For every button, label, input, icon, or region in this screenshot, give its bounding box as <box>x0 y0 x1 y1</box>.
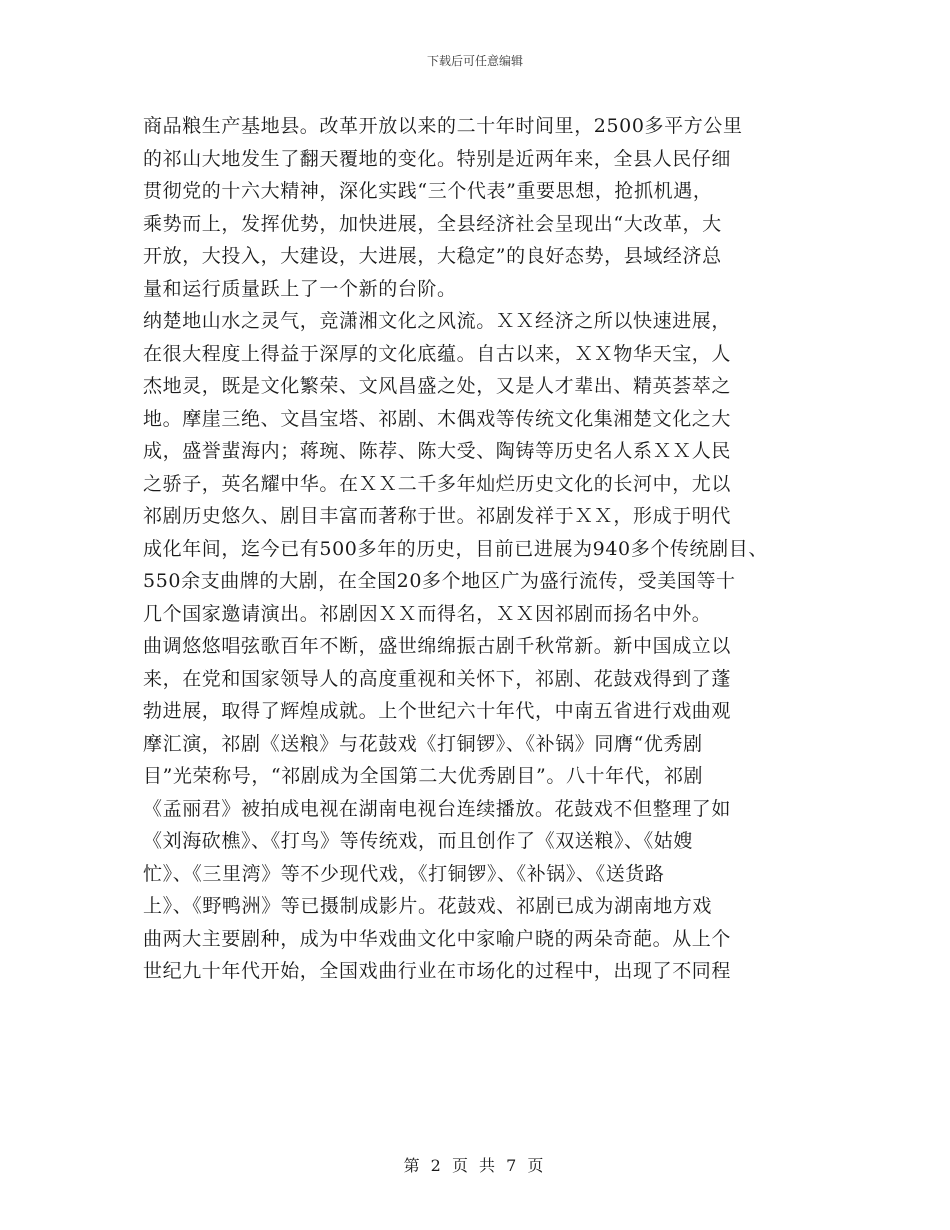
text-line: 摩汇演，祁剧《送粮》与花鼓戏《打铜锣》、《补锅》同膺“优秀剧 <box>143 732 703 755</box>
text-line: 世纪九十年代开始，全国戏曲行业在市场化的过程中，出现了不同程 <box>143 960 732 982</box>
text-line: 《刘海砍樵》、《打鸟》等传统戏，而且创作了《双送粮》、《姑嫂 <box>143 830 694 852</box>
text-line: 乘势而上，发挥优势，加快进展，全县经济社会呈现出“大改革，大 <box>143 212 722 235</box>
body-text <box>143 110 843 988</box>
text-line: 目”光荣称号，“祁剧成为全国第二大优秀剧目”。八十年代，祁剧 <box>143 765 704 787</box>
text-line: 忙》、《三里湾》等不少现代戏，《打铜锣》、《补锅》、《送货路 <box>143 862 665 885</box>
text-line: 曲两大主要剧种，成为中华戏曲文化中家喻户晓的两朵奇葩。从上个 <box>143 927 732 950</box>
text-line: 几个国家邀请演出。祁剧因ＸＸ而得名，ＸＸ因祁剧而扬名中外。 <box>143 602 712 625</box>
page-header: 下载后可任意编辑 <box>426 54 523 68</box>
text-line: 纳楚地山水之灵气，竞潇湘文化之风流。ＸＸ经济之所以快速进展， <box>143 310 732 332</box>
text-line: 量和运行质量跃上了一个新的台阶。 <box>143 277 457 300</box>
text-line: 商品粮生产基地县。改革开放以来的二十年时间里，2500多平方公里 <box>143 115 743 137</box>
text-line: 之骄子，英名耀中华。在ＸＸ二千多年灿烂历史文化的长河中，尤以 <box>143 472 732 495</box>
text-line: 来，在党和国家领导人的高度重视和关怀下，祁剧、花鼓戏得到了蓬 <box>143 667 732 690</box>
text-line: 曲调悠悠唱弦歌百年不断，盛世绵绵振古剧千秋常新。新中国成立以 <box>143 635 732 657</box>
text-line: 地。摩崖三绝、文昌宝塔、祁剧、木偶戏等传统文化集湘楚文化之大 <box>143 407 732 430</box>
text-line: 《孟丽君》被拍成电视在湖南电视台连续播放。花鼓戏不但整理了如 <box>143 797 732 820</box>
text-line: 勃进展，取得了辉煌成就。上个世纪六十年代，中南五省进行戏曲观 <box>143 700 732 722</box>
text-line: 成化年间，迄今已有500多年的历史，目前已进展为940多个传统剧目、 <box>143 537 768 560</box>
page-number-footer: 第 2 页 共 7 页 <box>403 1156 547 1175</box>
text-line: 开放，大投入，大建设，大进展，大稳定”的良好态势，县域经济总 <box>143 245 722 267</box>
text-line: 上》、《野鸭洲》等已摄制成影片。花鼓戏、祁剧已成为湖南地方戏 <box>143 895 713 917</box>
text-line: 成，盛誉蜚海内；蒋琬、陈荐、陈大受、陶铸等历史名人系ＸＸ人民 <box>143 440 732 462</box>
text-line: 杰地灵，既是文化繁荣、文风昌盛之处，又是人才辈出、精英荟萃之 <box>143 375 732 397</box>
text-line: 的祁山大地发生了翻天覆地的变化。特别是近两年来，全县人民仔细 <box>143 147 732 170</box>
text-line: 550余支曲牌的大剧，在全国20多个地区广为盛行流传，受美国等十 <box>143 570 736 592</box>
text-line: 在很大程度上得益于深厚的文化底蕴。自古以来，ＸＸ物华天宝，人 <box>143 342 732 365</box>
text-line: 祁剧历史悠久、剧目丰富而著称于世。祁剧发祥于ＸＸ，形成于明代 <box>143 505 732 527</box>
text-line: 贯彻党的十六大精神，深化实践“三个代表”重要思想，抢抓机遇， <box>143 180 713 202</box>
